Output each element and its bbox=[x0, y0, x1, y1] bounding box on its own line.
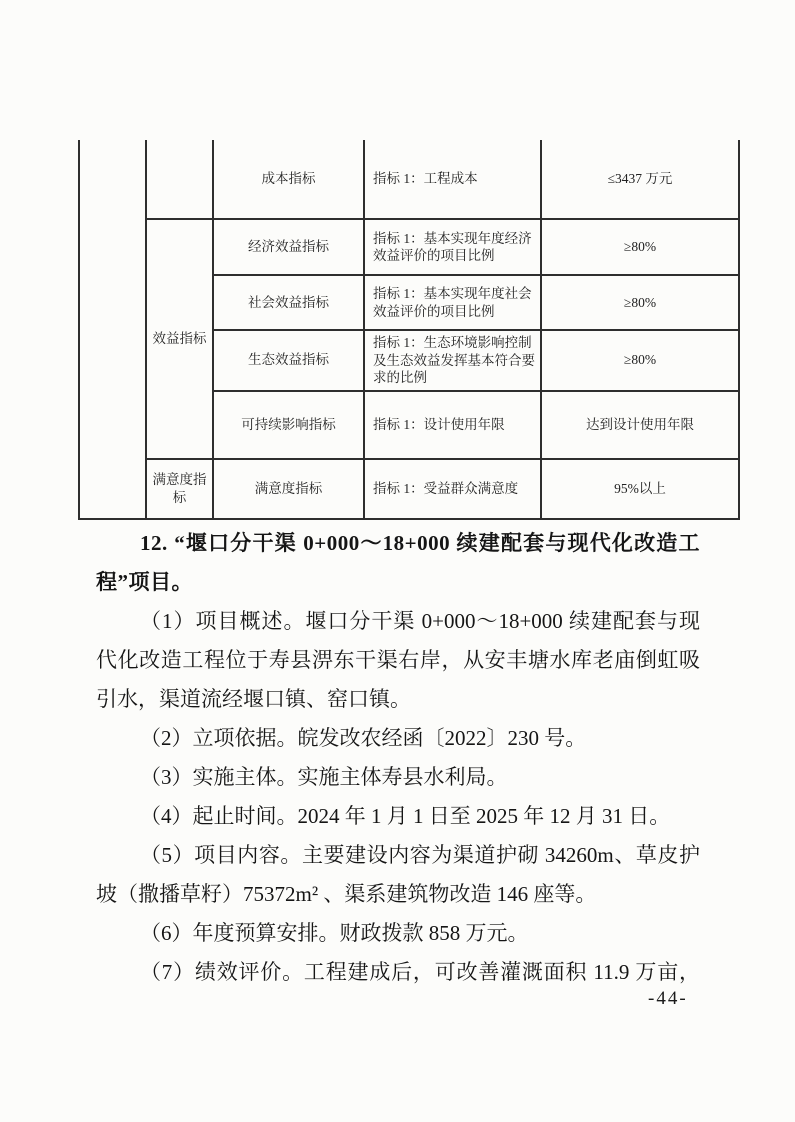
table-cell-target: ≥80% bbox=[541, 219, 739, 275]
table-cell-target: 达到设计使用年限 bbox=[541, 391, 739, 459]
table-cell-group-benefit: 效益指标 bbox=[146, 219, 213, 459]
paragraph-project-content bbox=[96, 836, 700, 914]
table-cell-subcategory: 经济效益指标 bbox=[213, 219, 364, 275]
paragraph-time-span bbox=[96, 797, 700, 836]
table-cell-group-continued bbox=[146, 140, 213, 219]
paragraph-implementing-body bbox=[96, 758, 700, 797]
table-cell-indicator: 指标 1：基本实现年度经济效益评价的项目比例 bbox=[364, 219, 541, 275]
table-cell-subcategory: 满意度指标 bbox=[213, 459, 364, 519]
paragraph-line: （3）实施主体。实施主体寿县水利局。 bbox=[140, 765, 508, 789]
paragraph-project-overview bbox=[96, 602, 700, 719]
performance-indicator-table bbox=[78, 140, 740, 520]
paragraph-line: （1）项目概述。堰口分干渠 0+000～18+000 续建配套与现 bbox=[140, 609, 700, 633]
table-cell-target: ≥80% bbox=[541, 330, 739, 391]
paragraph-annual-budget bbox=[96, 914, 700, 953]
table-cell-category-continued bbox=[79, 140, 146, 519]
table-cell-subcategory: 可持续影响指标 bbox=[213, 391, 364, 459]
table-cell-subcategory: 生态效益指标 bbox=[213, 330, 364, 391]
table-cell-indicator: 指标 1：受益群众满意度 bbox=[364, 459, 541, 519]
section-heading bbox=[96, 524, 700, 602]
table-cell-group-satisfaction: 满意度指标 bbox=[146, 459, 213, 519]
table-cell-subcategory: 成本指标 bbox=[213, 140, 364, 219]
heading-line: 12. “堰口分干渠 0+000～18+000 续建配套与现代化改造工 bbox=[140, 531, 700, 555]
paragraph-approval-basis bbox=[96, 719, 700, 758]
paragraph-line: （7）绩效评价。工程建成后，可改善灌溉面积 11.9 万亩， bbox=[140, 960, 700, 984]
paragraph-line: 代化改造工程位于寿县淠东干渠右岸，从安丰塘水库老庙倒虹吸 bbox=[96, 648, 700, 672]
table-cell-indicator: 指标 1：工程成本 bbox=[364, 140, 541, 219]
table-cell-target: ≥80% bbox=[541, 275, 739, 330]
table-cell-indicator: 指标 1：生态环境影响控制及生态效益发挥基本符合要求的比例 bbox=[364, 330, 541, 391]
paragraph-line: （5）项目内容。主要建设内容为渠道护砌 34260m、草皮护 bbox=[140, 843, 700, 867]
table-cell-indicator: 指标 1：设计使用年限 bbox=[364, 391, 541, 459]
paragraph-line: 引水，渠道流经堰口镇、窑口镇。 bbox=[96, 687, 411, 711]
heading-line: 程”项目。 bbox=[96, 570, 193, 594]
paragraph-line: 坡（撒播草籽）75372m² 、渠系建筑物改造 146 座等。 bbox=[96, 882, 597, 906]
paragraph-line: （2）立项依据。皖发改农经函〔2022〕230 号。 bbox=[140, 726, 587, 750]
table-cell-subcategory: 社会效益指标 bbox=[213, 275, 364, 330]
paragraph-line: （6）年度预算安排。财政拨款 858 万元。 bbox=[140, 921, 529, 945]
table-cell-target: 95%以上 bbox=[541, 459, 739, 519]
paragraph-line: （4）起止时间。2024 年 1 月 1 日至 2025 年 12 月 31 日。 bbox=[140, 804, 671, 828]
paragraph-performance-evaluation bbox=[96, 953, 700, 992]
body-text bbox=[96, 524, 700, 992]
page-number: -44- bbox=[648, 988, 688, 1009]
table-cell-indicator: 指标 1：基本实现年度社会效益评价的项目比例 bbox=[364, 275, 541, 330]
table-cell-target: ≤3437 万元 bbox=[541, 140, 739, 219]
